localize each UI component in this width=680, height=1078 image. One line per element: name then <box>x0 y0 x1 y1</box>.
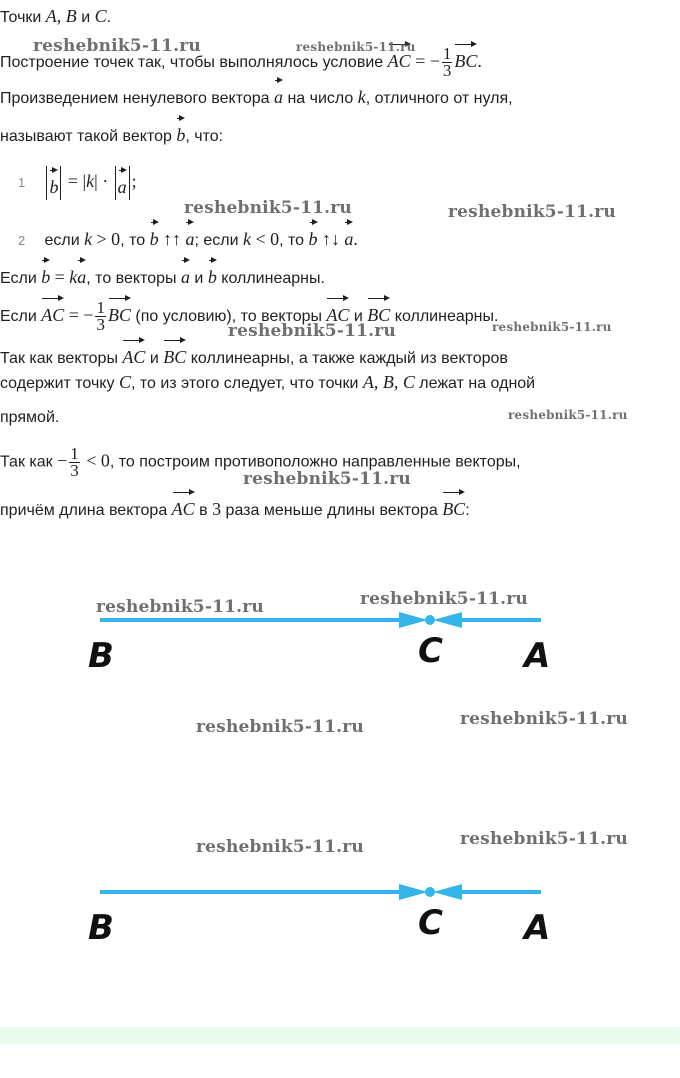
watermark: reshebnik5-11.ru <box>448 202 616 222</box>
label-a: A <box>524 908 551 948</box>
vector-bc-arrowhead <box>399 884 428 900</box>
list-item-2: 2 если k > 0, то b ↑↑ a; если k < 0, то b ↑↓ a. <box>18 218 358 251</box>
text-line-2: Построение точек так, чтобы выполнялось условие AC = − $\frac{1}{3}$ BC. <box>0 40 482 79</box>
label-b: B <box>88 908 114 948</box>
fraction-one-third: $\frac{1}{3}$ <box>442 44 452 81</box>
vector-ac: AC <box>388 40 411 70</box>
point-c <box>425 887 435 897</box>
label-c: C <box>418 903 443 943</box>
text-line-13: причём длина вектора AC в 3 раза меньше длины вектора BC: <box>0 488 470 521</box>
text-line-3: Произведением ненулевого вектора a на число k, отличного от нуля, <box>0 76 513 109</box>
label-a: A <box>524 636 551 676</box>
watermark: reshebnik5-11.ru <box>460 709 628 729</box>
watermark: reshebnik5-11.ru <box>33 36 201 56</box>
vector-diagram-2 <box>0 862 680 952</box>
text-line-8: Если AC = − $\frac{1}{3}$ BC (по условию), то векторы AC и BC коллинеарны. <box>0 294 498 333</box>
vector-bc-arrowhead <box>399 612 428 628</box>
watermark: reshebnik5-11.ru <box>184 198 352 218</box>
vector-b: b <box>176 114 185 144</box>
watermark: reshebnik5-11.ru <box>196 717 364 737</box>
vector-a: a <box>274 76 283 106</box>
text-line-4: называют такой вектор b, что: <box>0 114 223 147</box>
watermark: reshebnik5-11.ru <box>296 40 416 54</box>
text-line-9: Так как векторы AC и BC коллинеарны, а также каждый из векторов <box>0 336 508 369</box>
watermark: reshebnik5-11.ru <box>460 829 628 849</box>
watermark: reshebnik5-11.ru <box>196 837 364 857</box>
label-b: B <box>88 636 114 676</box>
list-item-1: 1 b = |k| · a ; <box>18 166 137 200</box>
bottom-band <box>0 1027 680 1044</box>
watermark: reshebnik5-11.ru <box>96 597 264 617</box>
point-c <box>425 615 435 625</box>
text-line-12: Так как − $\frac{1}{3}$ < 0, то построим противоположно направленные векторы, <box>0 444 521 480</box>
watermark: reshebnik5-11.ru <box>228 321 396 341</box>
text-line-7: Если b = ka, то векторы a и b коллинеарны. <box>0 256 325 289</box>
vector-ac-arrowhead <box>433 884 462 900</box>
text-line-1: Точки A, B и C. <box>0 6 112 26</box>
vector-bc: BC <box>454 40 477 70</box>
watermark: reshebnik5-11.ru <box>243 469 411 489</box>
watermark: reshebnik5-11.ru <box>508 408 628 422</box>
watermark: reshebnik5-11.ru <box>360 589 528 609</box>
text-line-10: содержит точку C, то из этого следует, что точки A, B, C лежат на одной <box>0 372 536 392</box>
watermark: reshebnik5-11.ru <box>492 320 612 334</box>
text-line-11: прямой. <box>0 409 60 426</box>
vector-ac-arrowhead <box>433 612 462 628</box>
label-c: C <box>418 631 443 671</box>
